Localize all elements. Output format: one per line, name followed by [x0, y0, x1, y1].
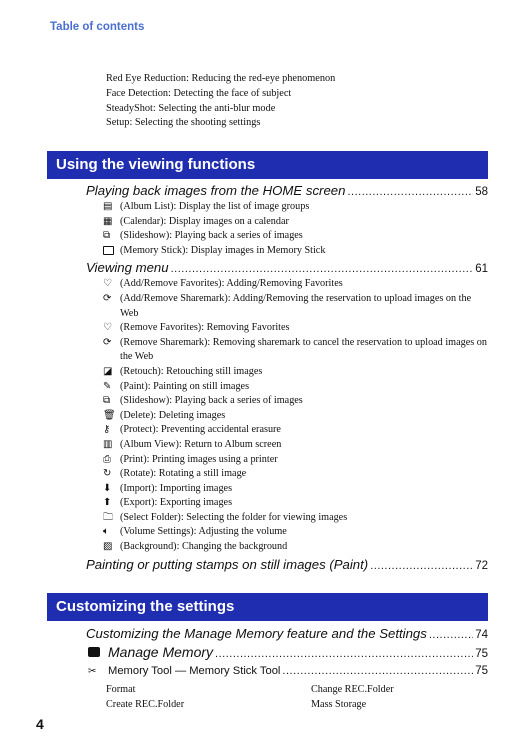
list-item[interactable]: ⬇ (Import): Importing images: [103, 482, 233, 494]
import-icon: ⬇: [103, 482, 112, 494]
list-item[interactable]: Create REC.Folder: [106, 698, 185, 710]
rotate-icon: ↻: [103, 468, 112, 480]
list-item[interactable]: ↻ (Rotate): Rotating a still image: [103, 468, 247, 480]
entry-page: 61: [475, 263, 488, 276]
paint-icon: ✎: [103, 380, 112, 392]
list-item[interactable]: Mass Storage: [311, 698, 367, 710]
toc-entry-viewing-menu[interactable]: [86, 258, 488, 277]
list-item[interactable]: Change REC.Folder: [311, 684, 394, 695]
speaker-icon: 🔈︎: [103, 526, 109, 538]
list-item[interactable]: ✎ (Paint): Painting on still images: [103, 380, 250, 392]
list-item[interactable]: ▦ (Calendar): Display images on a calendar: [103, 215, 289, 227]
entry-title: Memory Tool — Memory Stick Tool: [108, 665, 281, 677]
toc-entry-memory-tool[interactable]: [86, 662, 488, 681]
entry-page: 75: [475, 665, 488, 677]
dot-leader: [370, 557, 473, 576]
list-item[interactable]: ⟳ (Remove Sharemark): Removing sharemark to cancel the reservation to upload images on the Web: [103, 336, 487, 363]
sharemark-add-icon: ⟳: [103, 292, 112, 304]
printer-icon: ⎙: [103, 453, 111, 465]
toc-header-label: Table of contents: [50, 21, 145, 33]
key-icon: ⚷: [103, 424, 111, 436]
shooting-settings-list: [106, 72, 335, 131]
calendar-icon: ▦: [103, 215, 113, 227]
list-item[interactable]: ⧉ (Slideshow): Playing back a series of images: [103, 230, 303, 242]
list-item[interactable]: ▥ (Album View): Return to Album screen: [103, 438, 282, 450]
list-item[interactable]: ◪ (Retouch): Retouching still images: [103, 365, 263, 377]
sharemark-remove-icon: ⟳: [103, 336, 112, 348]
viewing-section-body: [86, 181, 488, 574]
list-item[interactable]: ⟳ (Add/Remove Sharemark): Adding/Removing the reservation to upload images on the Web: [103, 292, 472, 319]
dot-leader: [282, 662, 473, 681]
export-icon: ⬆: [103, 497, 112, 509]
manage-memory-icon: [88, 646, 108, 658]
entry-page: 58: [475, 186, 488, 198]
playing-subitems: [86, 200, 488, 258]
entry-title: Customizing the Manage Memory feature and the Settings: [86, 626, 427, 641]
list-item[interactable]: 🗑︎ (Delete): Deleting images: [103, 409, 226, 421]
album-list-icon: ▤: [103, 201, 113, 212]
list-item[interactable]: ⚷ (Protect): Preventing accidental erasure: [103, 424, 281, 436]
list-item[interactable]: ▨ (Background): Changing the background: [103, 541, 288, 553]
toc-entry-painting[interactable]: [86, 555, 488, 574]
list-item: Face Detection: Detecting the face of subject: [106, 87, 292, 99]
list-item: SteadyShot: Selecting the anti-blur mode: [106, 102, 276, 114]
entry-title: Playing back images from the HOME screen: [86, 183, 346, 198]
toc-entry-manage-settings[interactable]: [86, 624, 488, 643]
entry-title: Painting or putting stamps on still images (Paint): [86, 556, 369, 572]
list-item: Setup: Selecting the shooting settings: [106, 117, 261, 129]
background-icon: ▨: [103, 541, 113, 553]
album-view-icon: ▥: [103, 438, 113, 450]
heart-remove-icon: ♡: [103, 322, 112, 334]
entry-page: 74: [475, 629, 488, 641]
list-item[interactable]: ⬆ (Export): Exporting images: [103, 497, 233, 509]
entry-title: Manage Memory: [108, 644, 214, 660]
page-number: 4: [36, 716, 44, 732]
list-item[interactable]: 🔈︎ (Volume Settings): Adjusting the volume: [103, 526, 287, 538]
entry-page: 72: [475, 559, 488, 572]
toc-entry-playing-home[interactable]: [86, 181, 488, 200]
list-item: Red Eye Reduction: Reducing the red-eye phenomenon: [106, 73, 336, 84]
memory-tool-subitems: [86, 683, 488, 712]
heart-add-icon: ♡: [103, 278, 112, 290]
list-item[interactable]: 🗀 (Select Folder): Selecting the folder for viewing images: [103, 511, 348, 523]
section-heading-viewing: Using the viewing functions: [47, 151, 488, 179]
list-item[interactable]: (Memory Stick): Display images in Memory Stick: [103, 244, 488, 259]
section-heading-customizing: Customizing the settings: [47, 593, 488, 621]
entry-title: Viewing menu: [86, 260, 169, 276]
entry-page: 75: [475, 648, 488, 660]
customizing-section-body: [86, 624, 488, 712]
slideshow-icon: ⧉: [103, 395, 111, 407]
folder-icon: 🗀: [103, 511, 113, 523]
memory-stick-icon: [103, 245, 120, 257]
toc-entry-manage-memory[interactable]: [86, 643, 488, 662]
list-item[interactable]: ▤ (Album List): Display the list of image groups: [103, 201, 310, 212]
slideshow-icon: ⧉: [103, 230, 111, 242]
memory-tool-icon: ✂: [88, 666, 97, 677]
dot-leader: [429, 626, 473, 645]
retouch-icon: ◪: [103, 365, 113, 377]
list-item[interactable]: ♡ (Add/Remove Favorites): Adding/Removing Favorites: [103, 278, 343, 290]
trash-icon: 🗑︎: [103, 409, 116, 421]
list-item[interactable]: ⎙ (Print): Printing images using a printer: [103, 453, 278, 465]
viewing-menu-subitems: [86, 277, 488, 554]
list-item[interactable]: ♡ (Remove Favorites): Removing Favorites: [103, 322, 290, 334]
list-item[interactable]: ⧉ (Slideshow): Playing back a series of images: [103, 395, 303, 407]
list-item[interactable]: Format: [106, 684, 136, 695]
